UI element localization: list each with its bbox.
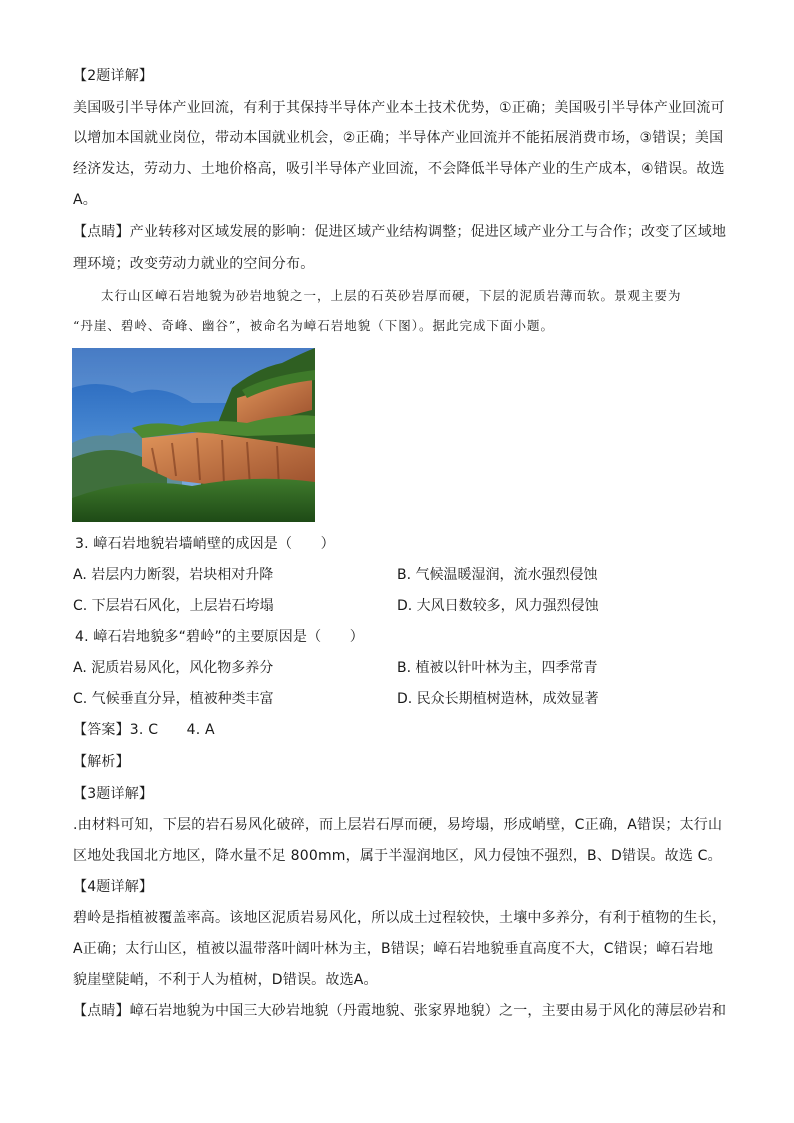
- q4-option-a: A. 泥质岩易风化，风化物多养分: [73, 660, 274, 676]
- q4-option-c: C. 气候垂直分异，植被种类丰富: [73, 691, 274, 707]
- q3-option-c: C. 下层岩石风化，上层岩石垮塌: [73, 598, 274, 614]
- q4-option-b: B. 植被以针叶林为主，四季常青: [397, 660, 598, 676]
- q4-stem: 4. 嶂石岩地貌多“碧岭”的主要原因是（ ）: [75, 629, 364, 645]
- answer-line: 【答案】3. C 4. A: [73, 722, 215, 738]
- q4-detail-line-2: A正确；太行山区，植被以温带落叶阔叶林为主，B错误；嶂石岩地貌垂直高度不大，C错误；嶂石岩地: [73, 941, 714, 957]
- q2-detail-heading: 【2题详解】: [73, 68, 154, 84]
- q2-tip-line-1: 【点睛】产业转移对区域发展的影响：促进区域产业结构调整；促进区域产业分工与合作；改变了区域地: [73, 224, 727, 240]
- landform-photo: [72, 348, 315, 522]
- q3-detail-heading: 【3题详解】: [73, 786, 154, 802]
- q3-detail-line-2: 区地处我国北方地区，降水量不足 800mm，属于半湿润地区，风力侵蚀不强烈，B、D错误。故选 C。: [73, 848, 722, 864]
- q2-detail-line-4: A。: [73, 192, 97, 208]
- q4-detail-line-1: 碧岭是指植被覆盖率高。该地区泥质岩易风化，所以成土过程较快，土壤中多养分，有利于植物的生长，: [73, 910, 727, 926]
- q4-detail-heading: 【4题详解】: [73, 879, 154, 895]
- q3-option-d: D. 大风日数较多，风力强烈侵蚀: [397, 598, 599, 614]
- material-line-1: 太行山区嶂石岩地貌为砂岩地貌之一，上层的石英砂岩厚而硬，下层的泥质岩薄而软。景观主要为: [101, 288, 682, 303]
- q3-detail-line-1: .由材料可知，下层的岩石易风化破碎，而上层岩石厚而硬，易垮塌，形成峭壁，C正确，A错误；太行山: [73, 817, 723, 833]
- landform-photo-graphic: [72, 348, 315, 522]
- q2-detail-line-2: 以增加本国就业岗位，带动本国就业机会，②正确；半导体产业回流并不能拓展消费市场，③错误；美国: [73, 130, 724, 146]
- q2-detail-line-3: 经济发达，劳动力、土地价格高，吸引半导体产业回流，不会降低半导体产业的生产成本，④错误。故选: [73, 161, 725, 177]
- material-line-2: “丹崖、碧岭、奇峰、幽谷”，被命名为嶂石岩地貌（下图）。据此完成下面小题。: [73, 318, 555, 333]
- q3-option-a: A. 岩层内力断裂，岩块相对升降: [73, 567, 274, 583]
- q4-detail-line-3: 貌崖壁陡峭，不利于人为植树，D错误。故选A。: [73, 972, 378, 988]
- final-tip-line: 【点睛】嶂石岩地貌为中国三大砂岩地貌（丹霞地貌、张家界地貌）之一，主要由易于风化的薄层砂岩和: [73, 1003, 727, 1019]
- analysis-heading: 【解析】: [73, 754, 130, 770]
- q3-stem: 3. 嶂石岩地貌岩墙峭壁的成因是（ ）: [75, 536, 335, 552]
- q4-option-d: D. 民众长期植树造林，成效显著: [397, 691, 599, 707]
- q3-option-b: B. 气候温暖湿润，流水强烈侵蚀: [397, 567, 598, 583]
- q2-tip-line-2: 理环境；改变劳动力就业的空间分布。: [73, 256, 315, 272]
- q2-detail-line-1: 美国吸引半导体产业回流，有利于其保持半导体产业本土技术优势，①正确；美国吸引半导体产业回流可: [73, 100, 725, 116]
